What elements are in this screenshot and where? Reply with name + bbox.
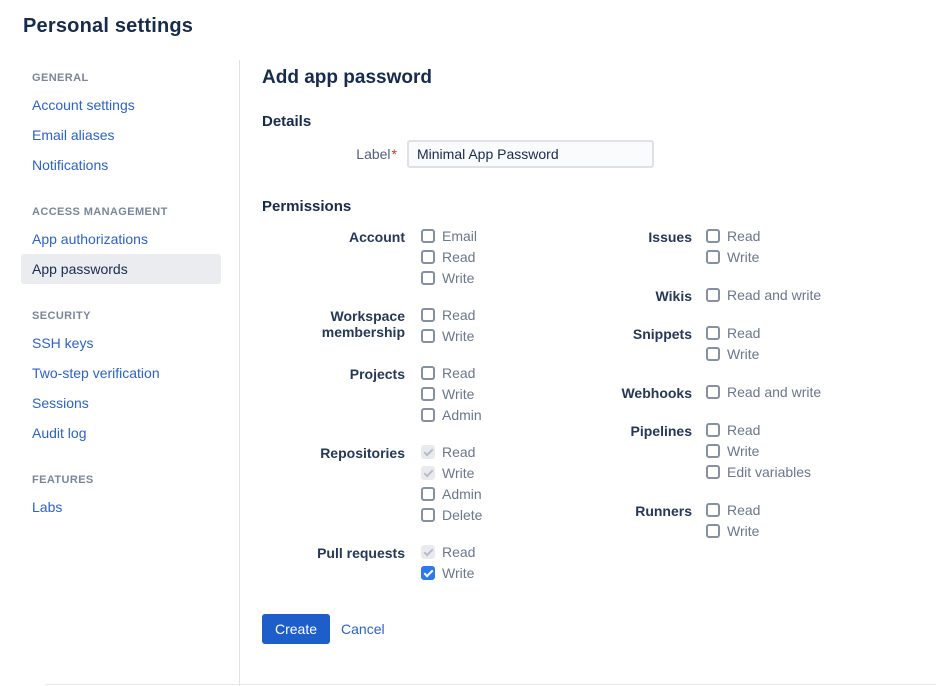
checkbox-snippets-read[interactable]	[706, 326, 720, 340]
checkbox-row-workspace-write[interactable]	[421, 329, 475, 343]
page-title: Personal settings	[23, 15, 194, 37]
permission-group-projects	[262, 366, 547, 429]
permission-group-label: Account	[349, 229, 405, 245]
permission-group-runners	[547, 503, 936, 545]
checkbox-workspace-write[interactable]	[421, 329, 435, 343]
checkbox-row-pipelines-read[interactable]	[706, 423, 811, 437]
checkbox-label: Edit variables	[727, 464, 812, 480]
sidebar-section-header: ACCESS MANAGEMENT	[32, 206, 168, 218]
checkbox-row-repositories-delete[interactable]	[421, 508, 482, 522]
permission-group-issues	[547, 229, 936, 271]
sidebar-section-general	[0, 70, 239, 180]
checkbox-issues-write[interactable]	[706, 250, 720, 264]
checkbox-label: Read	[442, 365, 476, 381]
checkbox-row-pipelines-write[interactable]	[706, 444, 811, 458]
checkbox-row-runners-read[interactable]	[706, 503, 760, 517]
checkbox-label: Admin	[442, 407, 482, 423]
checkbox-label: Read and write	[727, 287, 822, 303]
permissions-columns	[262, 229, 936, 603]
permission-group-label: Pull requests	[317, 545, 405, 561]
checkbox-label: Write	[442, 270, 475, 286]
permission-group-repositories	[262, 445, 547, 529]
permission-group-label: Wikis	[655, 288, 692, 304]
sidebar-item-two-step-verification[interactable]: Two-step verification	[32, 365, 160, 381]
sidebar-section-access-management	[0, 204, 239, 284]
details-heading: Details	[262, 113, 312, 130]
permissions-column-right	[547, 229, 936, 603]
form-title: Add app password	[262, 67, 432, 88]
checkbox-account-write[interactable]	[421, 271, 435, 285]
checkbox-label: Read	[727, 228, 761, 244]
required-asterisk: *	[391, 146, 397, 162]
checkbox-wikis-read-and-write[interactable]	[706, 288, 720, 302]
checkbox-row-snippets-write[interactable]	[706, 347, 760, 361]
checkbox-label: Read	[442, 249, 476, 265]
form-actions	[262, 614, 936, 644]
permission-group-webhooks	[547, 385, 936, 406]
checkbox-pull-requests-write[interactable]	[421, 566, 435, 580]
checkbox-pull-requests-read[interactable]	[421, 545, 435, 559]
checkbox-label: Read	[442, 444, 476, 460]
checkbox-repositories-write[interactable]	[421, 466, 435, 480]
label-input[interactable]	[407, 140, 654, 168]
checkbox-label: Read	[442, 544, 476, 560]
checkbox-repositories-read[interactable]	[421, 445, 435, 459]
checkbox-label: Admin	[442, 486, 482, 502]
checkbox-row-account-read[interactable]	[421, 250, 477, 264]
permission-group-pull-requests	[262, 545, 547, 587]
checkbox-label: Write	[442, 328, 475, 344]
checkbox-row-pull-requests-write[interactable]	[421, 566, 475, 580]
checkbox-label: Write	[727, 523, 760, 539]
checkbox-row-account-email[interactable]	[421, 229, 477, 243]
checkbox-row-repositories-write[interactable]	[421, 466, 482, 480]
sidebar-item-audit-log[interactable]: Audit log	[32, 425, 87, 441]
permission-group-pipelines	[547, 423, 936, 486]
label-field-label	[262, 146, 397, 162]
checkbox-label: Email	[442, 228, 478, 244]
permissions-column-left	[262, 229, 547, 603]
checkbox-row-pipelines-edit-variables[interactable]	[706, 465, 811, 479]
sidebar-item-ssh-keys[interactable]: SSH keys	[32, 335, 94, 351]
checkbox-row-workspace-read[interactable]	[421, 308, 475, 322]
permission-group-wikis	[547, 288, 936, 309]
checkbox-label: Write	[442, 386, 475, 402]
create-button[interactable]: Create	[262, 614, 330, 644]
checkbox-label: Delete	[442, 507, 483, 523]
checkbox-label: Write	[442, 565, 475, 581]
checkbox-row-webhooks-read-and-write[interactable]	[706, 385, 821, 399]
settings-sidebar	[0, 60, 240, 686]
sidebar-item-sessions[interactable]: Sessions	[32, 395, 89, 411]
checkbox-label: Write	[727, 443, 760, 459]
sidebar-item-app-passwords[interactable]: App passwords	[21, 254, 221, 284]
checkbox-label: Write	[727, 249, 760, 265]
sidebar-item-app-authorizations[interactable]: App authorizations	[32, 231, 148, 247]
sidebar-section-features	[0, 472, 239, 522]
add-app-password-form	[240, 60, 936, 686]
checkbox-label: Read	[442, 307, 476, 323]
checkbox-row-projects-write[interactable]	[421, 387, 482, 401]
sidebar-item-email-aliases[interactable]: Email aliases	[32, 127, 115, 143]
sidebar-section-header: FEATURES	[32, 474, 94, 486]
checkbox-row-projects-admin[interactable]	[421, 408, 482, 422]
checkbox-row-issues-read[interactable]	[706, 229, 760, 243]
checkbox-projects-write[interactable]	[421, 387, 435, 401]
permission-group-label: Projects	[349, 366, 405, 382]
checkbox-projects-admin[interactable]	[421, 408, 435, 422]
checkbox-label: Write	[727, 346, 760, 362]
checkbox-row-account-write[interactable]	[421, 271, 477, 285]
permission-group-label: Workspace membership	[321, 308, 405, 340]
checkbox-account-read[interactable]	[421, 250, 435, 264]
checkbox-row-issues-write[interactable]	[706, 250, 760, 264]
sidebar-section-security	[0, 308, 239, 448]
checkbox-label: Read	[727, 502, 761, 518]
permission-group-label: Runners	[635, 503, 692, 519]
sidebar-item-account-settings[interactable]: Account settings	[32, 97, 135, 113]
label-field-text: Label	[356, 146, 391, 162]
checkbox-account-email[interactable]	[421, 229, 435, 243]
checkbox-snippets-write[interactable]	[706, 347, 720, 361]
checkbox-row-snippets-read[interactable]	[706, 326, 760, 340]
permission-group-label: Webhooks	[621, 385, 692, 401]
checkbox-runners-read[interactable]	[706, 503, 720, 517]
permission-group-label: Issues	[648, 229, 692, 245]
checkbox-runners-write[interactable]	[706, 524, 720, 538]
sidebar-section-header: GENERAL	[32, 72, 89, 84]
content-area	[0, 60, 936, 686]
checkbox-repositories-delete[interactable]	[421, 508, 435, 522]
checkbox-row-wikis-read-and-write[interactable]	[706, 288, 821, 302]
checkbox-row-projects-read[interactable]	[421, 366, 482, 380]
checkbox-row-repositories-read[interactable]	[421, 445, 482, 459]
checkbox-pipelines-edit-variables[interactable]	[706, 465, 720, 479]
checkbox-workspace-read[interactable]	[421, 308, 435, 322]
checkbox-label: Read	[727, 422, 761, 438]
checkbox-projects-read[interactable]	[421, 366, 435, 380]
cancel-link[interactable]: Cancel	[341, 621, 385, 637]
sidebar-item-labs[interactable]: Labs	[32, 499, 63, 515]
checkbox-row-pull-requests-read[interactable]	[421, 545, 475, 559]
permission-group-workspace-membership	[262, 308, 547, 350]
checkbox-issues-read[interactable]	[706, 229, 720, 243]
permission-group-snippets	[547, 326, 936, 368]
permission-group-account	[262, 229, 547, 292]
label-field-row	[262, 140, 936, 168]
checkbox-row-runners-write[interactable]	[706, 524, 760, 538]
permission-group-label: Repositories	[320, 445, 405, 461]
checkbox-pipelines-write[interactable]	[706, 444, 720, 458]
sidebar-item-notifications[interactable]: Notifications	[32, 157, 109, 173]
permission-group-label: Snippets	[632, 326, 692, 342]
checkbox-pipelines-read[interactable]	[706, 423, 720, 437]
checkbox-webhooks-read-and-write[interactable]	[706, 385, 720, 399]
checkbox-label: Write	[442, 465, 475, 481]
sidebar-section-header: SECURITY	[32, 310, 91, 322]
checkbox-label: Read and write	[727, 384, 822, 400]
checkbox-row-repositories-admin[interactable]	[421, 487, 482, 501]
permission-group-label: Pipelines	[630, 423, 692, 439]
checkbox-repositories-admin[interactable]	[421, 487, 435, 501]
bottom-divider	[45, 684, 936, 685]
permissions-heading: Permissions	[262, 198, 352, 215]
checkbox-label: Read	[727, 325, 761, 341]
